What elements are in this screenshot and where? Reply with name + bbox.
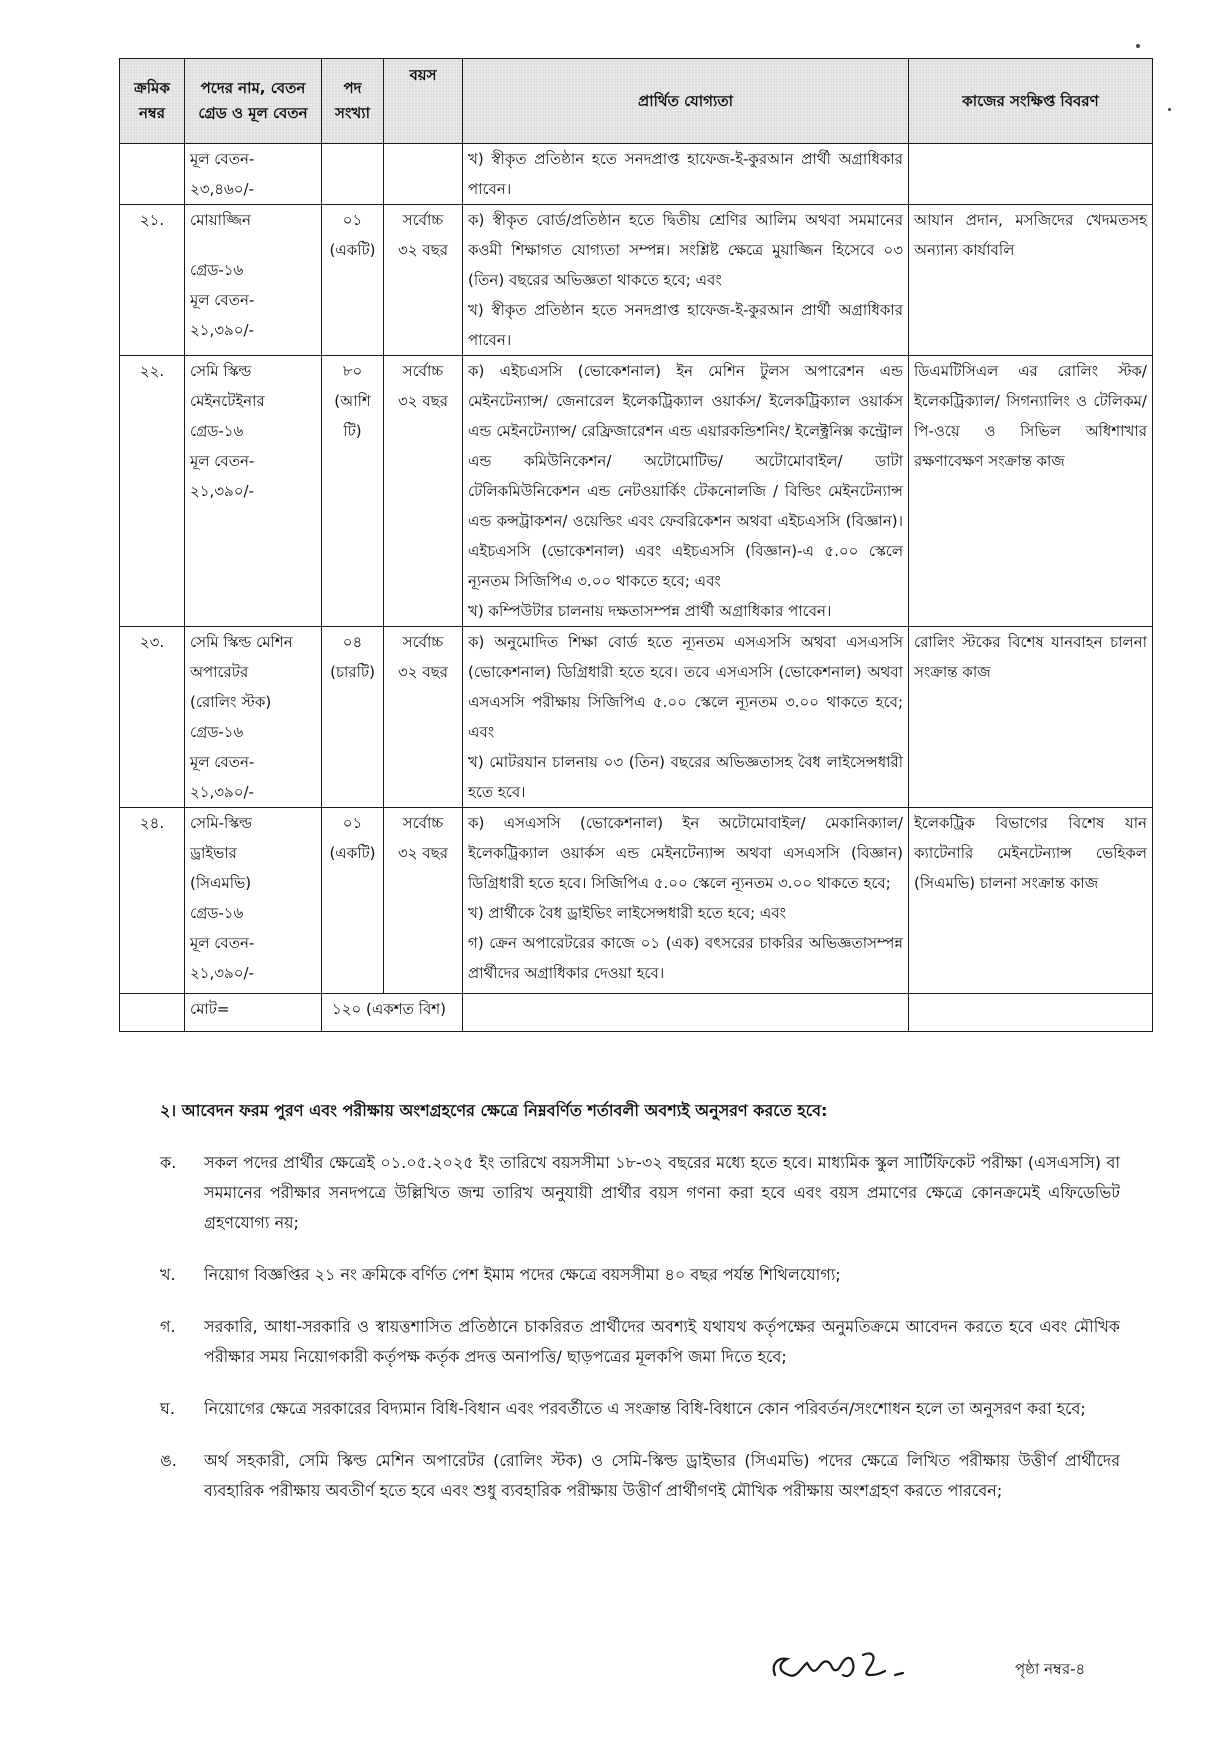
header-qualification: প্রার্থিত যোগ্যতা	[463, 59, 909, 144]
table-row	[120, 356, 1153, 627]
header-age: বয়স	[384, 59, 463, 144]
table-row	[120, 205, 1153, 356]
cell-serial: ২৩.	[120, 627, 185, 808]
cell-age	[384, 144, 463, 205]
cell-age	[384, 205, 463, 356]
cell-age	[384, 356, 463, 627]
post-line: ২১,৩৯০/-	[190, 783, 254, 801]
cell-qualification	[463, 205, 909, 356]
cell-count	[322, 205, 384, 356]
age-line: সর্বোচ্চ	[402, 814, 444, 832]
count-line: (একটি)	[329, 844, 376, 862]
cell-count	[322, 627, 384, 808]
cell-post	[185, 356, 322, 627]
cell-age	[384, 808, 463, 994]
post-line: মূল বেতন-	[190, 452, 255, 470]
cell-serial	[120, 144, 185, 205]
condition-item	[160, 1260, 1120, 1290]
cell-description: রোলিং স্টকের বিশেষ যানবাহন চালনা সংক্রান্ত কাজ	[909, 627, 1153, 808]
cell-count	[322, 808, 384, 994]
age-line: সর্বোচ্চ	[402, 211, 444, 229]
cell-qualification	[463, 356, 909, 627]
post-line: মূল বেতন-	[190, 291, 255, 309]
condition-marker: ঘ.	[160, 1399, 175, 1418]
qualification-item: খ) স্বীকৃত প্রতিষ্ঠান হতে সনদপ্রাপ্ত হাফেজ-ই-কুরআন প্রার্থী অগ্রাধিকার পাবেন।	[468, 150, 903, 198]
condition-item	[160, 1312, 1120, 1372]
header-post: পদের নাম, বেতন গ্রেড ও মূল বেতন	[185, 59, 322, 144]
condition-marker: ঙ.	[160, 1451, 177, 1470]
cell-qualification	[463, 627, 909, 808]
cell-serial	[120, 994, 185, 1032]
condition-item	[160, 1394, 1120, 1424]
signature-image	[767, 1635, 927, 1695]
post-line: ড্রাইভার	[190, 844, 237, 862]
conditions-heading: ২। আবেদন ফরম পুরণ এবং পরীক্ষায় অংশগ্রহণের ক্ষেত্রে নিম্নবর্ণিত শর্তাবলী অবশ্যই অনুসরণ করতে হবে:	[160, 1101, 828, 1120]
age-line: ৩২ বছর	[398, 844, 448, 862]
qualification-item: গ) ক্রেন অপারেটরের কাজে ০১ (এক) বৎসরের চাকরির অভিজ্ঞতাসম্পন্ন প্রার্থীদের অগ্রাধিকার দেওয়া হবে।	[468, 934, 903, 982]
total-value: ১২০ (একশত বিশ)	[322, 994, 463, 1032]
post-line: সেমি স্কিল্ড	[190, 362, 252, 380]
age-line: সর্বোচ্চ	[402, 362, 444, 380]
post-line: মূল বেতন-	[190, 934, 255, 952]
post-line: সেমি স্কিল্ড মেশিন	[190, 633, 293, 651]
cell-serial: ২২.	[120, 356, 185, 627]
cell-age	[384, 627, 463, 808]
count-line: ০১	[342, 814, 363, 832]
condition-marker: খ.	[160, 1265, 176, 1284]
table-row-continuation	[120, 144, 1153, 205]
post-line: গ্রেড-১৬	[190, 904, 244, 922]
count-line: ০১	[342, 211, 363, 229]
age-line: সর্বোচ্চ	[402, 633, 444, 651]
header-count: পদ সংখ্যা	[322, 59, 384, 144]
age-line: ৩২ বছর	[398, 663, 448, 681]
count-line: (চারটি)	[330, 663, 375, 681]
count-line: (আশি	[334, 392, 371, 410]
total-label: মোট=	[185, 994, 322, 1032]
condition-text: সকল পদের প্রার্থীর ক্ষেত্রেই ০১.০৫.২০২৫ ইং তারিখে বয়সসীমা ১৮-৩২ বছরের মধ্যে হতে হবে। মাধ্যমিক স্কুল সার্টিফিকেট পরীক্ষা (এসএসসি) বা সমমানের পরীক্ষার সনদপত্রে উল্লিখিত জন্ম তারিখ অনুযায়ী প্রার্থীর বয়স গণনা করা হবে এবং বয়স প্রমাণের ক্ষেত্রে কোনক্রমেই এফিডেভিট গ্রহণযোগ্য নয়;	[204, 1153, 1120, 1232]
condition-item	[160, 1148, 1120, 1238]
post-line: ২১,৩৯০/-	[190, 964, 254, 982]
cell-description: আযান প্রদান, মসজিদের খেদমতসহ অন্যান্য কার্যাবলি	[909, 205, 1153, 356]
cell-description: ইলেকট্রিক বিভাগের বিশেষ যান ক্যাটেনারি মেইনটেন্যান্স ভেহিকল (সিএমভি) চালনা সংক্রান্ত কাজ	[909, 808, 1153, 994]
post-line: মোয়াজ্জিন	[190, 211, 251, 229]
cell-description: ডিএমটিসিএল এর রোলিং স্টক/ইলেকট্রিক্যাল/ সিগন্যালিং ও টেলিকম/ পি-ওয়ে ও সিভিল অধিশাখার রক্ষণাবেক্ষণ সংক্রান্ত কাজ	[909, 356, 1153, 627]
qualification-item: খ) প্রার্থীকে বৈধ ড্রাইভিং লাইসেন্সধারী হতে হবে; এবং	[468, 904, 787, 922]
post-line: মেইনটেইনার	[190, 392, 265, 410]
cell-post	[185, 627, 322, 808]
post-line: ২১,৩৯০/-	[190, 321, 254, 339]
cell-post	[185, 808, 322, 994]
table-header-row	[120, 59, 1153, 144]
header-serial: ক্রমিক নম্বর	[120, 59, 185, 144]
age-line: ৩২ বছর	[398, 392, 448, 410]
qualification-item: খ) কম্পিউটার চালনায় দক্ষতাসম্পন্ন প্রার্থী অগ্রাধিকার পাবেন।	[468, 602, 832, 620]
post-line: (সিএমভি)	[190, 874, 252, 892]
cell-post	[185, 144, 322, 205]
qualification-item: ক) স্বীকৃত বোর্ড/প্রতিষ্ঠান হতে দ্বিতীয় শ্রেণির আলিম অথবা সমমানের কওমী শিক্ষাগত যোগ্যতা সম্পন্ন। সংশ্লিষ্ট ক্ষেত্রে মুয়াজ্জিন হিসেবে ০৩ (তিন) বছরের অভিজ্ঞতা থাকতে হবে; এবং	[468, 211, 903, 289]
condition-marker: গ.	[160, 1317, 176, 1336]
post-line: ২১,৩৯০/-	[190, 482, 254, 500]
condition-text: নিয়োগ বিজ্ঞপ্তির ২১ নং ক্রমিকে বর্ণিত পেশ ইমাম পদের ক্ষেত্রে বয়সসীমা ৪০ বছর পর্যন্ত শিথিলযোগ্য;	[204, 1265, 841, 1284]
condition-text: সরকারি, আধা-সরকারি ও স্বায়ত্তশাসিত প্রতিষ্ঠানে চাকরিরত প্রার্থীদের অবশ্যই যথাযথ কর্তৃপক্ষের অনুমতিক্রমে আবেদন করতে হবে এবং মৌখিক পরীক্ষার সময় নিয়োগকারী কর্তৃপক্ষ কর্তৃক প্রদত্ত অনাপত্তি/ ছাড়পত্রের মূলকপি জমা দিতে হবে;	[204, 1317, 1120, 1366]
post-line: (রোলিং স্টক)	[190, 693, 272, 711]
qualification-item: ক) এইচএসসি (ভোকেশনাল) ইন মেশিন টুলস অপারেশন এন্ড মেইনটেন্যান্স/ জেনারেল ইলেকট্রিক্যাল ওয়ার্কস/ ইলেকট্রিক্যাল ওয়ার্কস এন্ড মেইনটেন্যান্স/ রেফ্রিজারেশন এন্ড এয়ারকন্ডিশনিং/ ইলেক্ট্রনিক্স কন্ট্রোল এন্ড কমিউনিকেশন/ অটোমোটিভ/ অটোমোবাইল/ ডাটা টেলিকমিউনিকেশন এন্ড নেটওয়ার্কিং টেকনোলজি / বিল্ডিং মেইনটেন্যান্স এন্ড কন্সট্রাকশন/ ওয়েল্ডিং এবং ফেবরিকেশন অথবা এইচএসসি (বিজ্ঞান)। এইচএসসি (ভোকেশনাল) এবং এইচএসসি (বিজ্ঞান)-এ ৫.০০ স্কেলে ন্যূনতম সিজিপিএ ৩.০০ থাকতে হবে; এবং	[468, 362, 903, 590]
post-line: মূল বেতন-	[190, 753, 255, 771]
condition-text: নিয়োগের ক্ষেত্রে সরকারের বিদ্যমান বিধি-বিধান এবং পরবর্তীতে এ সংক্রান্ত বিধি-বিধানে কোন পরিবর্তন/সংশোধন হলে তা অনুসরণ করা হবে;	[204, 1399, 1086, 1418]
qualification-item: ক) এসএসসি (ভোকেশনাল) ইন অটোমোবাইল/ মেকানিক্যাল/ ইলেকট্রিক্যাল ওয়ার্কস এন্ড মেইনটেন্যান্স অথবা এসএসসি (বিজ্ঞান) ডিগ্রিধারী হতে হবে। সিজিপিএ ৫.০০ স্কেলে ন্যূনতম ৩.০০ থাকতে হবে;	[468, 814, 903, 892]
cell-post	[185, 205, 322, 356]
post-line: গ্রেড-১৬	[190, 261, 244, 279]
count-line: ০৪	[342, 633, 363, 651]
count-line: টি)	[343, 422, 362, 440]
table-row	[120, 808, 1153, 994]
count-line: (একটি)	[329, 241, 376, 259]
cell-description	[909, 144, 1153, 205]
cell-qualification	[463, 994, 909, 1032]
cell-qualification	[463, 144, 909, 205]
cell-count	[322, 144, 384, 205]
cell-count	[322, 356, 384, 627]
qualification-item: খ) মোটরযান চালনায় ০৩ (তিন) বছরের অভিজ্ঞতাসহ বৈধ লাইসেন্সধারী হতে হবে।	[468, 753, 903, 801]
cell-description	[909, 994, 1153, 1032]
header-description: কাজের সংক্ষিপ্ত বিবরণ	[909, 59, 1153, 144]
cell-serial: ২৪.	[120, 808, 185, 994]
condition-marker: ক.	[160, 1153, 177, 1172]
condition-text: অর্থ সহকারী, সেমি স্কিল্ড মেশিন অপারেটর (রোলিং স্টক) ও সেমি-স্কিল্ড ড্রাইভার (সিএমভি) পদের ক্ষেত্রে লিখিত পরীক্ষায় উত্তীর্ণ প্রার্থীদের ব্যবহারিক পরীক্ষায় অবতীর্ণ হতে হবে এবং শুধু ব্যবহারিক পরীক্ষায় উত্তীর্ণ প্রার্থীগণই মৌখিক পরীক্ষায় অংশগ্রহণ করতে পারবেন;	[204, 1451, 1120, 1500]
page-number: পৃষ্ঠা নম্বর-৪	[1015, 1660, 1086, 1678]
scan-speck	[1136, 44, 1140, 48]
conditions-section	[160, 1100, 1120, 1528]
qualification-item: খ) স্বীকৃত প্রতিষ্ঠান হতে সনদপ্রাপ্ত হাফেজ-ই-কুরআন প্রার্থী অগ্রাধিকার পাবেন।	[468, 301, 903, 349]
post-line: সেমি-স্কিল্ড	[190, 814, 253, 832]
table-row	[120, 627, 1153, 808]
table-total-row	[120, 994, 1153, 1032]
post-line: অপারেটর	[190, 663, 249, 681]
cell-qualification	[463, 808, 909, 994]
qualification-item: ক) অনুমোদিত শিক্ষা বোর্ড হতে ন্যূনতম এসএসসি অথবা এসএসসি (ভোকেশনাল) ডিগ্রিধারী হতে হবে। তবে এসএসসি (ভোকেশনাল) অথবা এসএসসি পরীক্ষায় সিজিপিএ ৫.০০ স্কেলে ন্যূনতম ৩.০০ থাকতে হবে; এবং	[468, 633, 903, 741]
condition-item	[160, 1446, 1120, 1506]
post-line: মূল বেতন-	[190, 150, 255, 168]
recruitment-table	[119, 58, 1153, 1032]
count-line: ৮০	[342, 362, 363, 380]
post-line: গ্রেড-১৬	[190, 422, 244, 440]
age-line: ৩২ বছর	[398, 241, 448, 259]
post-line: গ্রেড-১৬	[190, 723, 244, 741]
post-line: ২৩,৪৬০/-	[190, 180, 254, 198]
scan-speck	[1168, 108, 1171, 111]
cell-serial: ২১.	[120, 205, 185, 356]
